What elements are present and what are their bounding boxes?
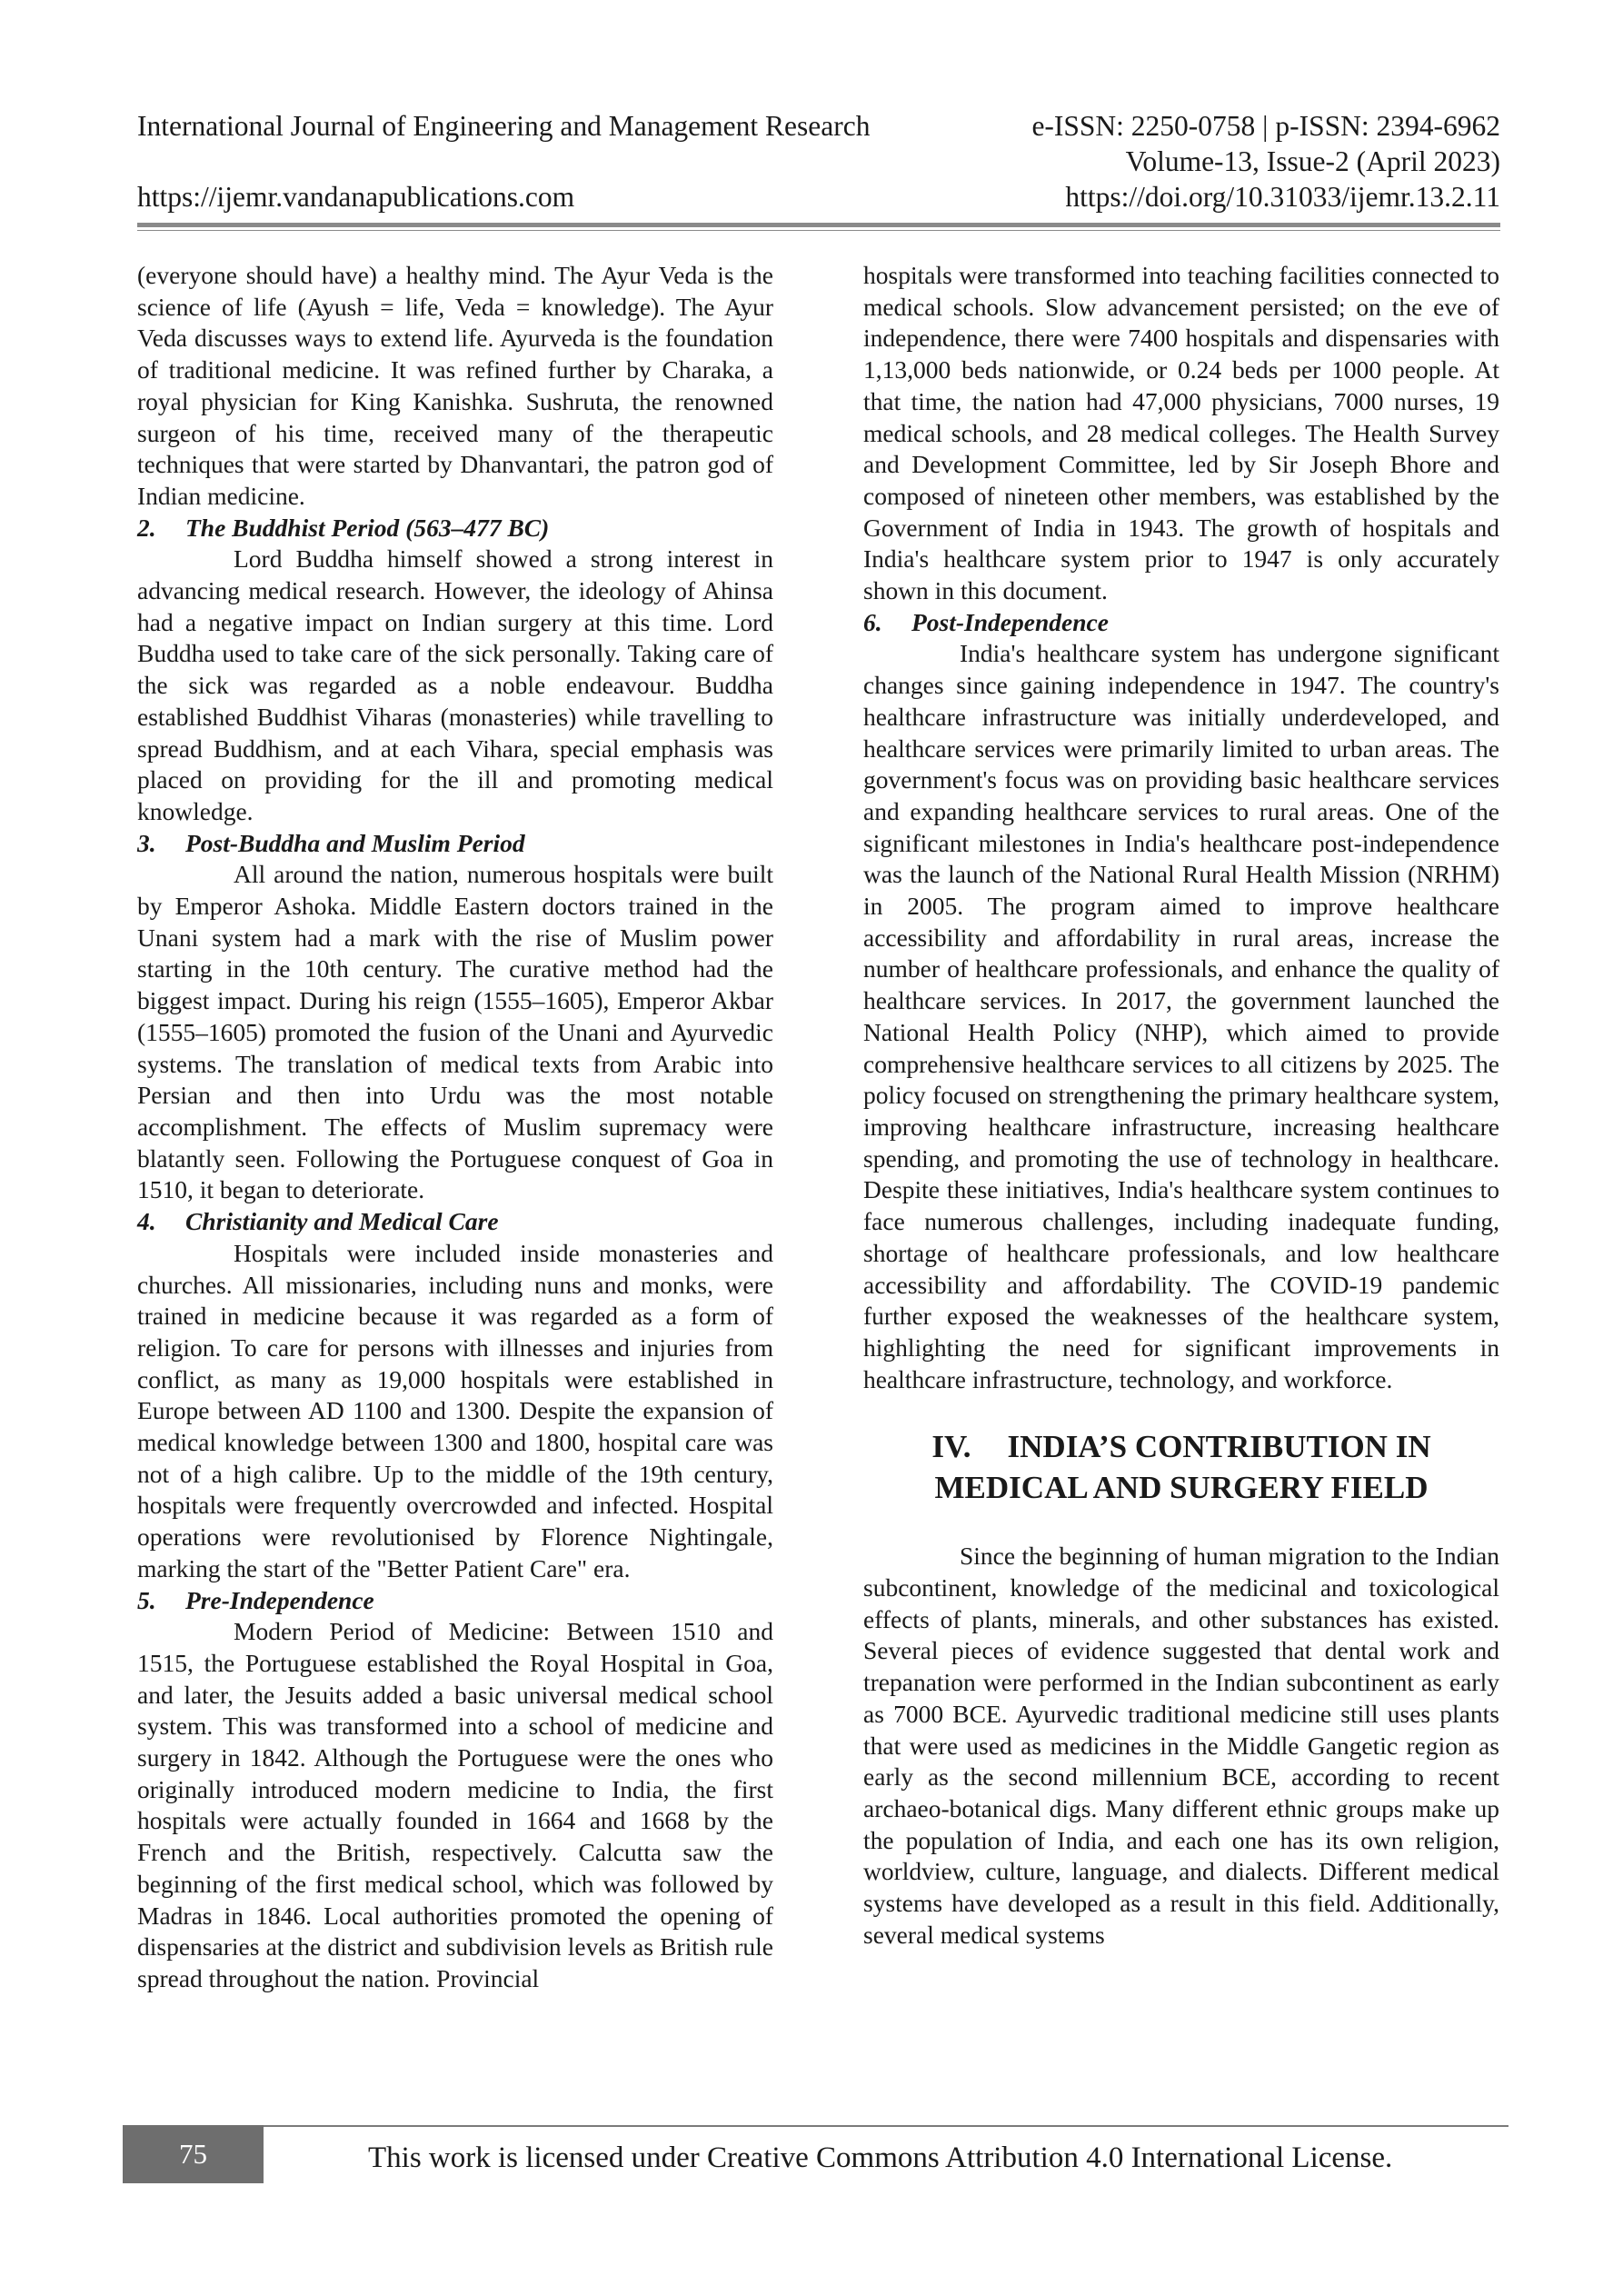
section-title-line-2: MEDICAL AND SURGERY FIELD [934,1470,1429,1506]
paragraph: hospitals were transformed into teaching facilities connected to medical schools. Slow advancement persisted; on the eve of independence, there were 7400 hospitals and dispensaries with 1,13,000 beds nationwide, or 0.24 beds per 1000 people. At that time, the nation had 47,000 physicians, 7000 nurses, 19 medical schools, and 28 medical colleges. The Health Survey and Development Committee, led by Sir Joseph Bhore and composed of nineteen other members, was established by the Government of India in 1943. The growth of hospitals and India's healthcare system prior to 1947 is only accurately shown in this document. [863,261,1499,605]
license-notice: This work is licensed under Creative Commons Attribution 4.0 International License. [368,2141,1393,2174]
right-column [863,260,1499,1951]
page-number: 75 [123,2125,264,2183]
subsection-number: 6. [863,607,882,636]
volume-issue: Volume-13, Issue-2 (April 2023) [1125,145,1500,177]
subsection-number: 3. [137,828,156,857]
subsection-heading [137,828,773,860]
subsection-heading [137,1585,773,1617]
paragraph: India's healthcare system has undergone significant changes since gaining independence in 1947. The country's healthcare infrastructure was initially underdeveloped, and healthcare services were primarily limited to urban areas. The government's focus was on providing basic healthcare services and expanding healthcare services to rural areas. One of the significant milestones in India's healthcare post-independence was the launch of the National Rural Health Mission (NRHM) in 2005. The program aimed to improve healthcare accessibility and affordability in rural areas, increase the number of healthcare professionals, and enhance the quality of healthcare services. In 2017, the government launched the National Health Policy (NHP), which aimed to provide comprehensive healthcare services to all citizens by 2025. The policy focused on strengthening the primary healthcare system, improving healthcare infrastructure, increasing healthcare spending, and promoting the use of technology in healthcare. Despite these initiatives, India's healthcare system continues to face numerous challenges, including inadequate funding, shortage of healthcare professionals, and low healthcare accessibility and affordability. The COVID-19 pandemic further exposed the weaknesses of the healthcare system, highlighting the need for significant improvements in healthcare infrastructure, technology, and workforce. [863,639,1499,1393]
section-number: IV. [931,1429,971,1465]
header-divider [137,223,1500,227]
subsection-heading [863,607,1499,639]
section-heading [863,1426,1499,1508]
subsection-title: Post-Buddha and Muslim Period [185,828,525,857]
paragraph: All around the nation, numerous hospitals were built by Emperor Ashoka. Middle Eastern doctors trained in the Unani system had a mark with the rise of Muslim power starting in the 10th century. The curative method had the biggest impact. During his reign (1555–1605), Emperor Akbar (1555–1605) promoted the fusion of the Unani and Ayurvedic systems. The translation of medical texts from Arabic into Persian and then into Urdu was the most notable accomplishment. The effects of Muslim supremacy were blatantly seen. Following the Portuguese conquest of Goa in 1510, it began to deteriorate. [137,860,773,1204]
header-divider-thin [137,230,1500,231]
subsection-title: The Buddhist Period (563–477 BC) [185,513,550,542]
journal-url[interactable]: https://ijemr.vandanapublications.com [137,181,575,213]
subsection-title: Christianity and Medical Care [185,1207,499,1236]
subsection-number: 2. [137,513,156,542]
paragraph: Hospitals were included inside monasteries and churches. All missionaries, including nuns and monks, were trained in medicine because it was regarded as a form of religion. To care for persons with illnesses and injuries from conflict, as many as 19,000 hospitals were established in Europe between AD 1100 and 1300. Despite the expansion of medical knowledge between 1300 and 1800, hospital care was not of a high calibre. Up to the middle of the 19th century, hospitals were frequently overcrowded and infected. Hospital operations were revolutionised by Florence Nightingale, marking the start of the "Better Patient Care" era. [137,1238,773,1582]
footer-divider [123,2125,1508,2127]
paragraph: Since the beginning of human migration to the Indian subcontinent, knowledge of the medicinal and toxicological effects of plants, minerals, and other substances has existed. Several pieces of evidence suggested that dental work and trepanation were performed in the Indian subcontinent as early as 7000 BCE. Ayurvedic traditional medicine still uses plants that were used as medicines in the Middle Gangetic region as early as the second millennium BCE, according to recent archaeo-botanical digs. Many different ethnic groups make up the population of India, and each one has its own religion, worldview, culture, language, and dialects. Different medical systems have developed as a result in this field. Additionally, several medical systems [863,1542,1499,1949]
subsection-heading [137,513,773,544]
section-title-line-1: INDIA’S CONTRIBUTION IN [1007,1429,1431,1465]
paragraph: (everyone should have) a healthy mind. The Ayur Veda is the science of life (Ayush = life, Veda = knowledge). The Ayur Veda discusses ways to extend life. Ayurveda is the foundation of traditional medicine. It was refined further by Charaka, a royal physician for King Kanishka. Sushruta, the renowned surgeon of his time, received many of the therapeutic techniques that were started by Dhanvantari, the patron god of Indian medicine. [137,261,773,510]
issn-info: e-ISSN: 2250-0758 | p-ISSN: 2394-6962 [1031,110,1500,142]
subsection-title: Pre-Independence [185,1585,374,1614]
paragraph: Lord Buddha himself showed a strong interest in advancing medical research. However, the ideology of Ahinsa had a negative impact on Indian surgery at this time. Lord Buddha used to take care of the sick personally. Taking care of the sick was regarded as a noble endeavour. Buddha established Buddhist Viharas (monasteries) while travelling to spread Buddhism, and at each Vihara, special emphasis was placed on providing for the ill and promoting medical knowledge. [137,544,773,825]
paragraph: Modern Period of Medicine: Between 1510 and 1515, the Portuguese established the Royal Hospital in Goa, and later, the Jesuits added a basic universal medical school system. This was transformed into a school of medicine and surgery in 1842. Although the Portuguese were the ones who originally introduced modern medicine to India, the first hospitals were actually founded in 1664 and 1668 by the French and the British, respectively. Calcutta saw the beginning of the first medical school, which was followed by Madras in 1846. Local authorities promoted the opening of dispensaries at the district and subdivision levels as British rule spread throughout the nation. Provincial [137,1617,773,1992]
subsection-number: 5. [137,1585,156,1614]
subsection-heading [137,1206,773,1238]
subsection-number: 4. [137,1207,156,1236]
left-column [137,260,773,1995]
doi-link[interactable]: https://doi.org/10.31033/ijemr.13.2.11 [1065,181,1500,213]
subsection-title: Post-Independence [911,607,1109,636]
journal-name: International Journal of Engineering and Management Research [137,110,871,142]
